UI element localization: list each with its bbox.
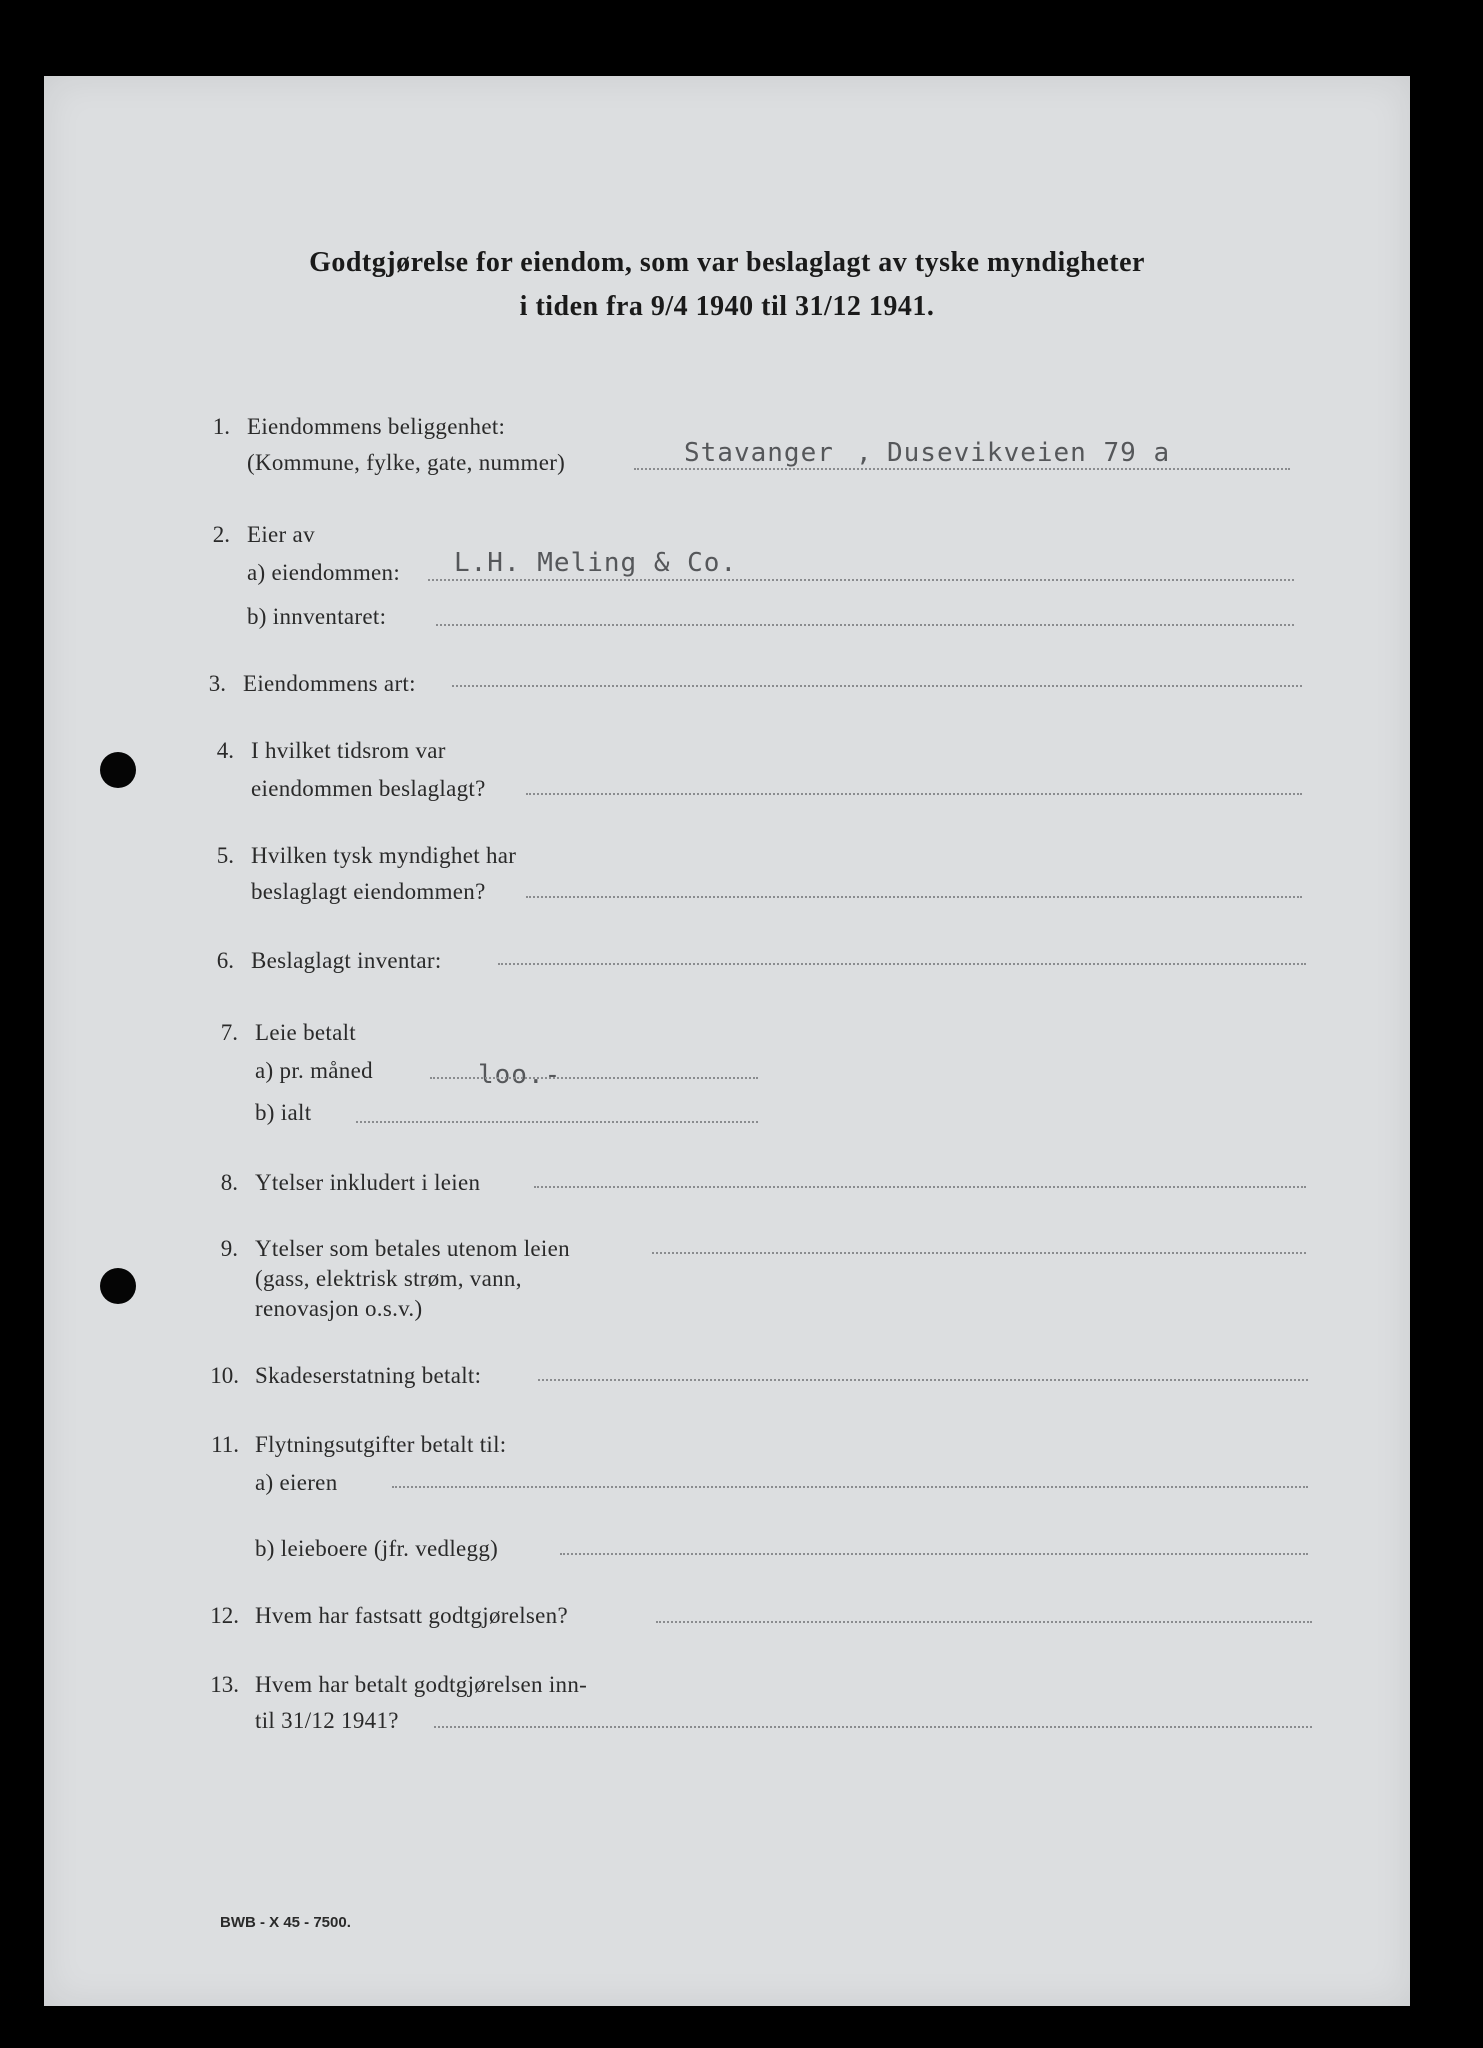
q2a-value: L.H. Meling & Co. (454, 548, 738, 578)
q13-answer-line (434, 1726, 1312, 1728)
punch-hole-top (100, 752, 136, 788)
q5-label-line-2: beslaglagt eiendommen? (251, 879, 486, 904)
form-print-code: BWB - X 45 - 7500. (220, 1914, 351, 1931)
q6-label: Beslaglagt inventar: (251, 948, 442, 973)
q10-answer-line (538, 1379, 1308, 1381)
q1-answer-line (634, 468, 1290, 470)
q7-number: 7. (220, 1020, 238, 1045)
q4-label-line-2: eiendommen beslaglagt? (251, 776, 486, 801)
q13-label-line-1: Hvem har betalt godtgjørelsen inn- (255, 1672, 588, 1697)
q1-label-line-2: (Kommune, fylke, gate, nummer) (247, 450, 566, 475)
q2b-label: b) innventaret: (247, 604, 387, 629)
q1-value-separator: , (856, 438, 873, 468)
q3-number: 3. (208, 671, 226, 696)
q1-value-place: Stavanger (684, 438, 834, 468)
q6-number: 6. (216, 948, 234, 973)
q7a-answer-line (430, 1077, 758, 1079)
q4-label-line-1: I hvilket tidsrom var (251, 738, 446, 763)
q13-number: 13. (210, 1672, 239, 1697)
q8-answer-line (534, 1186, 1306, 1188)
q8-number: 8. (220, 1170, 238, 1195)
q7b-answer-line (356, 1121, 758, 1123)
q11a-answer-line (392, 1486, 1308, 1488)
q11-number: 11. (211, 1432, 239, 1457)
q9-label-line-2: (gass, elektrisk strøm, vann, (255, 1266, 522, 1291)
q2a-label: a) eiendommen: (247, 560, 401, 585)
q1-value-street: Dusevikveien 79 a (887, 438, 1171, 468)
q7-label: Leie betalt (255, 1020, 356, 1045)
q9-label-line-1: Ytelser som betales utenom leien (255, 1236, 570, 1261)
q2a-answer-line (428, 579, 1294, 581)
q12-answer-line (656, 1621, 1312, 1623)
q4-answer-line (526, 793, 1302, 795)
q12-label: Hvem har fastsatt godtgjørelsen? (255, 1603, 568, 1628)
q2-label: Eier av (247, 522, 315, 547)
q5-label-line-1: Hvilken tysk myndighet har (251, 843, 517, 868)
q7a-value: loo.- (478, 1060, 562, 1090)
q8-label: Ytelser inkludert i leien (255, 1170, 481, 1195)
q2b-answer-line (436, 624, 1294, 626)
q11-label: Flytningsutgifter betalt til: (255, 1432, 507, 1457)
q6-answer-line (498, 963, 1306, 965)
q9-label-line-3: renovasjon o.s.v.) (255, 1296, 423, 1321)
q7a-label: a) pr. måned (255, 1058, 373, 1083)
form-sheet (44, 76, 1410, 2006)
q5-answer-line (526, 896, 1302, 898)
q11b-answer-line (560, 1553, 1308, 1555)
q4-number: 4. (216, 738, 234, 763)
q7b-label: b) ialt (255, 1100, 312, 1125)
q2-number: 2. (212, 522, 230, 547)
punch-hole-bottom (100, 1268, 136, 1304)
q9-number: 9. (220, 1236, 238, 1261)
q3-answer-line (452, 685, 1302, 687)
q10-label: Skadeserstatning betalt: (255, 1363, 482, 1388)
q13-label-line-2: til 31/12 1941? (255, 1708, 399, 1733)
q11b-label: b) leieboere (jfr. vedlegg) (255, 1536, 499, 1561)
q1-label-line-1: Eiendommens beliggenhet: (247, 414, 506, 439)
q10-number: 10. (210, 1363, 239, 1388)
q11a-label: a) eieren (255, 1470, 338, 1495)
q1-number: 1. (212, 414, 230, 439)
q5-number: 5. (216, 843, 234, 868)
q12-number: 12. (210, 1603, 239, 1628)
q3-label: Eiendommens art: (243, 671, 416, 696)
form-title-line-1: Godtgjørelse for eiendom, som var beslaglagt av tyske myndigheter (309, 247, 1145, 278)
form-title-line-2: i tiden fra 9/4 1940 til 31/12 1941. (519, 291, 935, 322)
q9-answer-line (652, 1252, 1306, 1254)
